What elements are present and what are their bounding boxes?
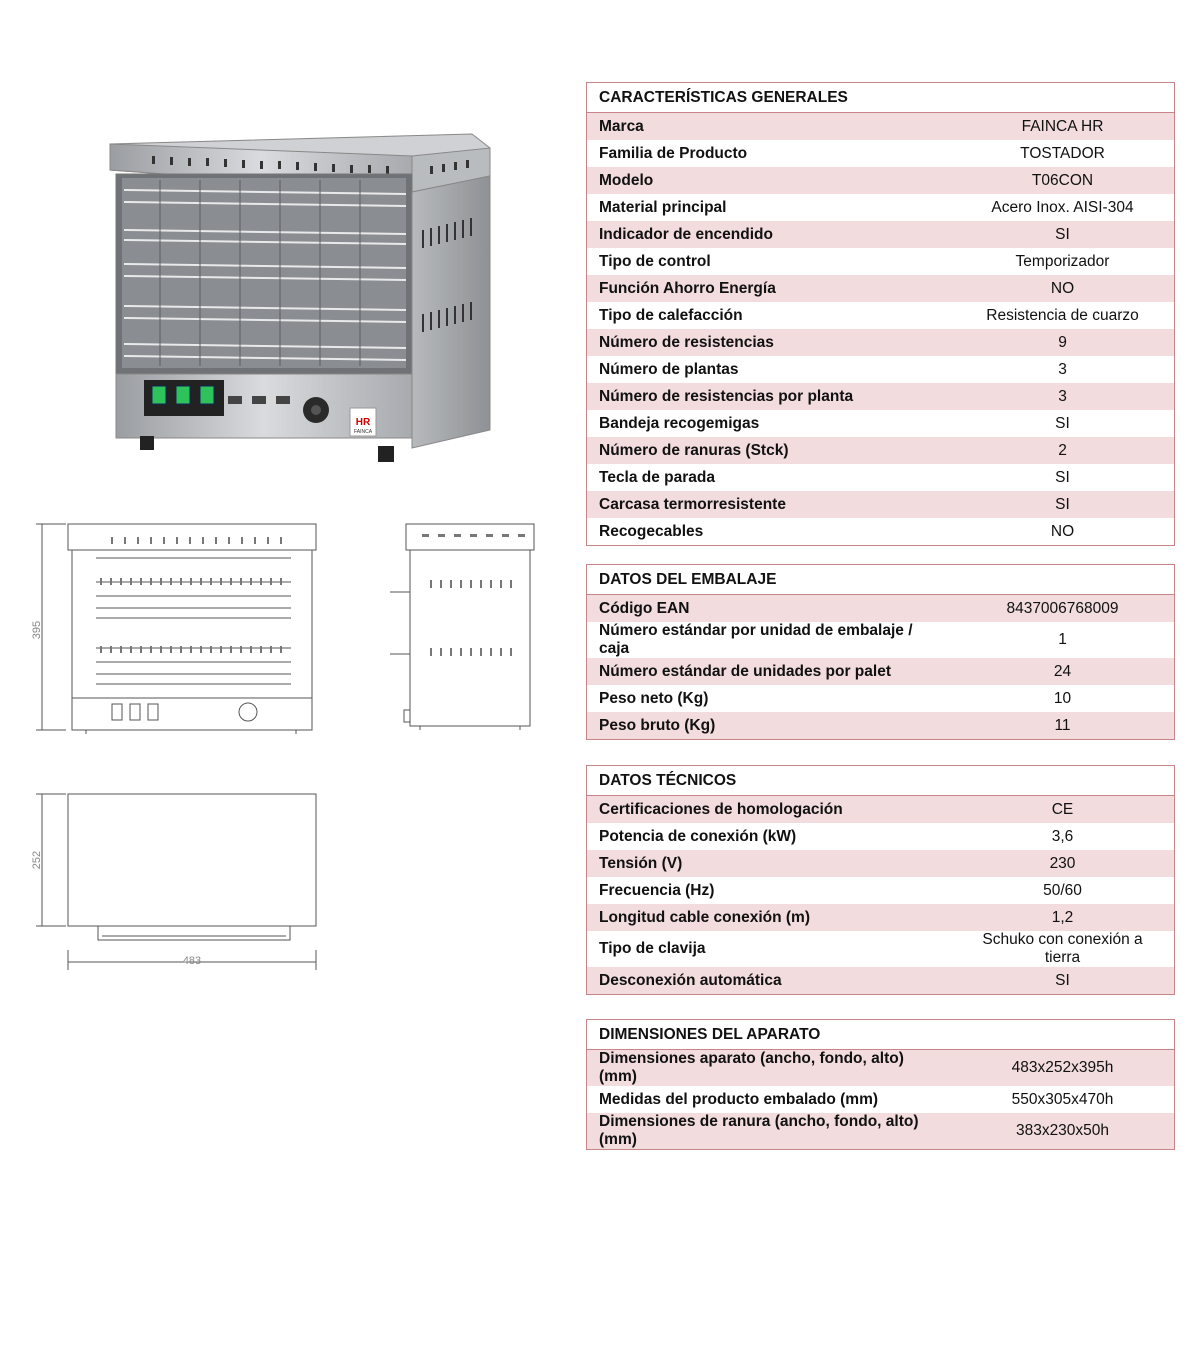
spec-value: 3 xyxy=(951,356,1175,383)
depth-dimension-label: 252 xyxy=(31,850,43,870)
spec-value: SI xyxy=(951,464,1175,491)
spec-value: 50/60 xyxy=(951,877,1175,904)
spec-value: Acero Inox. AISI-304 xyxy=(951,194,1175,221)
spec-row xyxy=(587,658,1175,685)
spec-key: Peso neto (Kg) xyxy=(587,685,952,712)
spec-key: Indicador de encendido xyxy=(587,221,952,248)
spec-value: Temporizador xyxy=(951,248,1175,275)
spec-value: NO xyxy=(951,518,1175,546)
spec-value: SI xyxy=(951,967,1175,995)
spec-value: TOSTADOR xyxy=(951,140,1175,167)
spec-value: 10 xyxy=(951,685,1175,712)
appliance-dimensions-table xyxy=(586,1019,1175,1150)
section-title: DIMENSIONES DEL APARATO xyxy=(587,1020,1175,1050)
spec-value: 9 xyxy=(951,329,1175,356)
spec-key: Peso bruto (Kg) xyxy=(587,712,952,740)
height-dimension-label: 395 xyxy=(31,620,43,640)
spec-key: Tecla de parada xyxy=(587,464,952,491)
spec-key: Número de ranuras (Stck) xyxy=(587,437,952,464)
spec-value: 383x230x50h xyxy=(951,1113,1175,1150)
top-technical-drawing xyxy=(26,790,326,980)
section-title: CARACTERÍSTICAS GENERALES xyxy=(587,83,1175,113)
spec-row xyxy=(587,967,1175,995)
spec-key: Modelo xyxy=(587,167,952,194)
toaster-photo xyxy=(100,130,500,470)
spec-key: Número de resistencias xyxy=(587,329,952,356)
spec-row xyxy=(587,595,1175,623)
product-illustrations xyxy=(0,0,580,1372)
spec-row xyxy=(587,850,1175,877)
spec-key: Recogecables xyxy=(587,518,952,546)
spec-key: Dimensiones de ranura (ancho, fondo, alto)(mm) xyxy=(587,1113,952,1150)
general-characteristics-table xyxy=(586,82,1175,546)
section-title: DATOS TÉCNICOS xyxy=(587,766,1175,796)
spec-row xyxy=(587,329,1175,356)
svg-text:HR: HR xyxy=(355,417,371,428)
spec-row xyxy=(587,877,1175,904)
spec-key: Familia de Producto xyxy=(587,140,952,167)
technical-data-table xyxy=(586,765,1175,995)
spec-value: NO xyxy=(951,275,1175,302)
spec-row xyxy=(587,140,1175,167)
front-technical-drawing xyxy=(26,520,326,742)
spec-row xyxy=(587,410,1175,437)
spec-value: 8437006768009 xyxy=(951,595,1175,623)
spec-row xyxy=(587,194,1175,221)
spec-value: SI xyxy=(951,221,1175,248)
spec-key: Tensión (V) xyxy=(587,850,952,877)
spec-value: SI xyxy=(951,410,1175,437)
spec-key: Marca xyxy=(587,113,952,141)
svg-text:FAINCA: FAINCA xyxy=(353,429,373,435)
spec-key: Longitud cable conexión (m) xyxy=(587,904,952,931)
spec-row xyxy=(587,904,1175,931)
spec-value: 550x305x470h xyxy=(951,1086,1175,1113)
side-technical-drawing xyxy=(386,520,546,732)
spec-value: 1,2 xyxy=(951,904,1175,931)
spec-key: Tipo de calefacción xyxy=(587,302,952,329)
spec-key: Carcasa termorresistente xyxy=(587,491,952,518)
spec-row xyxy=(587,685,1175,712)
packaging-data-table xyxy=(586,564,1175,740)
spec-value: Schuko con conexión a tierra xyxy=(951,931,1175,967)
spec-value: FAINCA HR xyxy=(951,113,1175,141)
spec-row xyxy=(587,464,1175,491)
spec-row xyxy=(587,1113,1175,1150)
spec-key: Tipo de control xyxy=(587,248,952,275)
spec-row xyxy=(587,275,1175,302)
spec-row xyxy=(587,113,1175,141)
spec-value: Resistencia de cuarzo xyxy=(951,302,1175,329)
spec-key: Medidas del producto embalado (mm) xyxy=(587,1086,952,1113)
spec-value: SI xyxy=(951,491,1175,518)
spec-value: 11 xyxy=(951,712,1175,740)
spec-value: 1 xyxy=(951,622,1175,658)
spec-row xyxy=(587,302,1175,329)
section-title: DATOS DEL EMBALAJE xyxy=(587,565,1175,595)
width-dimension-label: 483 xyxy=(182,955,202,967)
spec-key: Frecuencia (Hz) xyxy=(587,877,952,904)
spec-key: Certificaciones de homologación xyxy=(587,796,952,824)
spec-key: Material principal xyxy=(587,194,952,221)
spec-row xyxy=(587,491,1175,518)
spec-key: Número de plantas xyxy=(587,356,952,383)
spec-row xyxy=(587,796,1175,824)
spec-key: Código EAN xyxy=(587,595,952,623)
spec-key: Número estándar de unidades por palet xyxy=(587,658,952,685)
spec-value: 24 xyxy=(951,658,1175,685)
spec-row xyxy=(587,221,1175,248)
spec-row xyxy=(587,356,1175,383)
spec-row xyxy=(587,167,1175,194)
spec-row xyxy=(587,823,1175,850)
spec-value: CE xyxy=(951,796,1175,824)
spec-value: 3 xyxy=(951,383,1175,410)
spec-value: 3,6 xyxy=(951,823,1175,850)
spec-key: Número de resistencias por planta xyxy=(587,383,952,410)
spec-value: 230 xyxy=(951,850,1175,877)
spec-key: Potencia de conexión (kW) xyxy=(587,823,952,850)
spec-key: Número estándar por unidad de embalaje / caja xyxy=(587,622,952,658)
spec-key: Tipo de clavija xyxy=(587,931,952,967)
spec-key: Bandeja recogemigas xyxy=(587,410,952,437)
spec-row xyxy=(587,383,1175,410)
spec-row xyxy=(587,437,1175,464)
spec-value: 2 xyxy=(951,437,1175,464)
spec-row xyxy=(587,1086,1175,1113)
spec-row xyxy=(587,518,1175,546)
spec-key: Desconexión automática xyxy=(587,967,952,995)
spec-value: 483x252x395h xyxy=(951,1050,1175,1087)
spec-tables xyxy=(586,82,1177,1168)
spec-row xyxy=(587,248,1175,275)
spec-key: Función Ahorro Energía xyxy=(587,275,952,302)
spec-row xyxy=(587,622,1175,658)
spec-row xyxy=(587,931,1175,967)
spec-row xyxy=(587,1050,1175,1087)
spec-value: T06CON xyxy=(951,167,1175,194)
spec-key: Dimensiones aparato (ancho, fondo, alto)(mm) xyxy=(587,1050,952,1087)
spec-row xyxy=(587,712,1175,740)
